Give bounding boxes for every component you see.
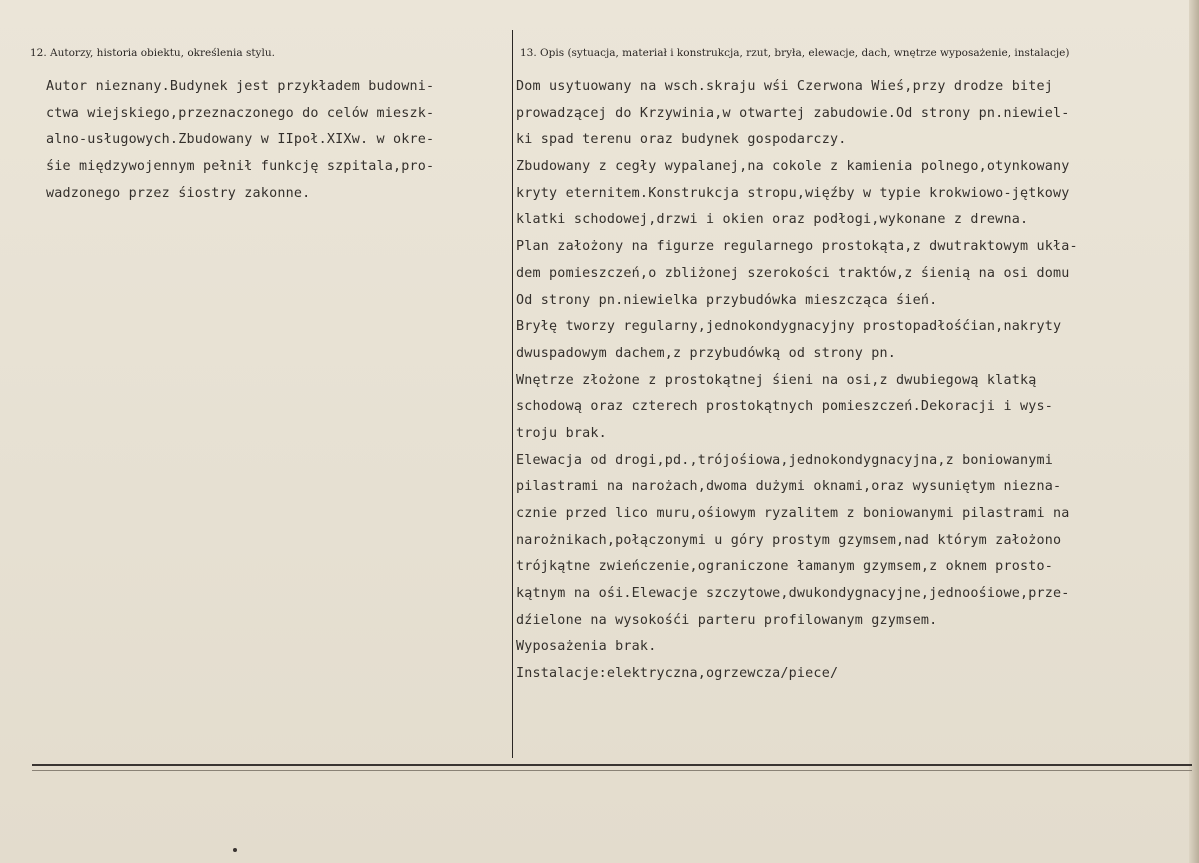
text-line: wadzonego przez śiostry zakonne. [46, 185, 311, 201]
text-line: troju brak. [516, 425, 607, 441]
text-line: alno-usługowych.Zbudowany w IIpoł.XIXw. w okre- [46, 132, 435, 148]
section-12-text [46, 74, 434, 207]
text-line: Wyposażenia brak. [516, 639, 657, 655]
text-line: ki spad terenu oraz budynek gospodarczy. [516, 132, 847, 148]
text-line: Zbudowany z cegły wypalanej,na cokole z kamienia polnego,otynkowany [516, 159, 1070, 175]
bottom-rule [32, 764, 1192, 766]
text-line: kątnym na ośi.Elewacje szczytowe,dwukondygnacyjne,jednoośiowe,prze- [516, 586, 1070, 602]
text-line: Bryłę tworzy regularny,jednokondygnacyjny prostopadłośćian,nakryty [516, 319, 1062, 335]
section-12-header: 12. Autorzy, historia obiektu, określenia stylu. [30, 47, 275, 59]
text-line: pilastrami na narożach,dwoma dużymi oknami,oraz wysuniętym niezna- [516, 479, 1062, 495]
text-line: schodową oraz czterech prostokątnych pomieszczeń.Dekoracji i wys- [516, 399, 1054, 415]
text-line: kryty eternitem.Konstrukcja stropu,więźby w typie krokwiowo-jętkowy [516, 185, 1070, 201]
text-line: Dom usytuowany na wsch.skraju wśi Czerwona Wieś,przy drodze bitej [516, 79, 1054, 94]
text-line: cznie przed lico muru,ośiowym ryzalitem z boniowanymi pilastrami na [516, 506, 1070, 521]
ink-dot [233, 848, 237, 852]
text-line: trójkątne zwieńczenie,ograniczone łamanym gzymsem,z oknem prosto- [516, 559, 1054, 575]
text-line: dem pomieszczeń,o zbliżonej szerokości traktów,z śienią na osi domu [516, 265, 1070, 281]
text-line: klatki schodowej,drzwi i okien oraz podłogi,wykonane z drewna. [516, 212, 1029, 228]
bottom-rule-thin [32, 770, 1192, 771]
text-line: Elewacja od drogi,pd.,trójośiowa,jednokondygnacyjna,z boniowanymi [516, 452, 1054, 468]
text-line: Instalacje:elektryczna,ogrzewcza/piece/ [516, 666, 839, 682]
text-line: ctwa wiejskiego,przeznaczonego do celów mieszk- [46, 105, 435, 121]
text-line: Wnętrze złożone z prostokątnej śieni na osi,z dwubiegową klatką [516, 372, 1037, 388]
text-line: Autor nieznany.Budynek jest przykładem budowni- [46, 79, 435, 94]
text-line: dźielone na wysokośći parteru profilowanym gzymsem. [516, 612, 938, 628]
text-line: Od strony pn.niewielka przybudówka mieszcząca śień. [516, 292, 938, 308]
text-line: śie międzywojennym pełnił funkcję szpitala,pro- [46, 159, 435, 175]
text-line: narożnikach,połączonymi u góry prostym gzymsem,nad którym założono [516, 532, 1062, 548]
section-13-text [516, 74, 1196, 688]
column-divider [512, 30, 513, 758]
text-line: Plan założony na figurze regularnego prostokąta,z dwutraktowym ukła- [516, 239, 1078, 255]
text-line: dwuspadowym dachem,z przybudówką od strony pn. [516, 345, 897, 361]
section-13-header: 13. Opis (sytuacja, materiał i konstrukcja, rzut, bryła, elewacje, dach, wnętrze wyposażenie, instalacje) [520, 47, 1070, 59]
text-line: prowadzącej do Krzywinia,w otwartej zabudowie.Od strony pn.niewiel- [516, 105, 1070, 121]
